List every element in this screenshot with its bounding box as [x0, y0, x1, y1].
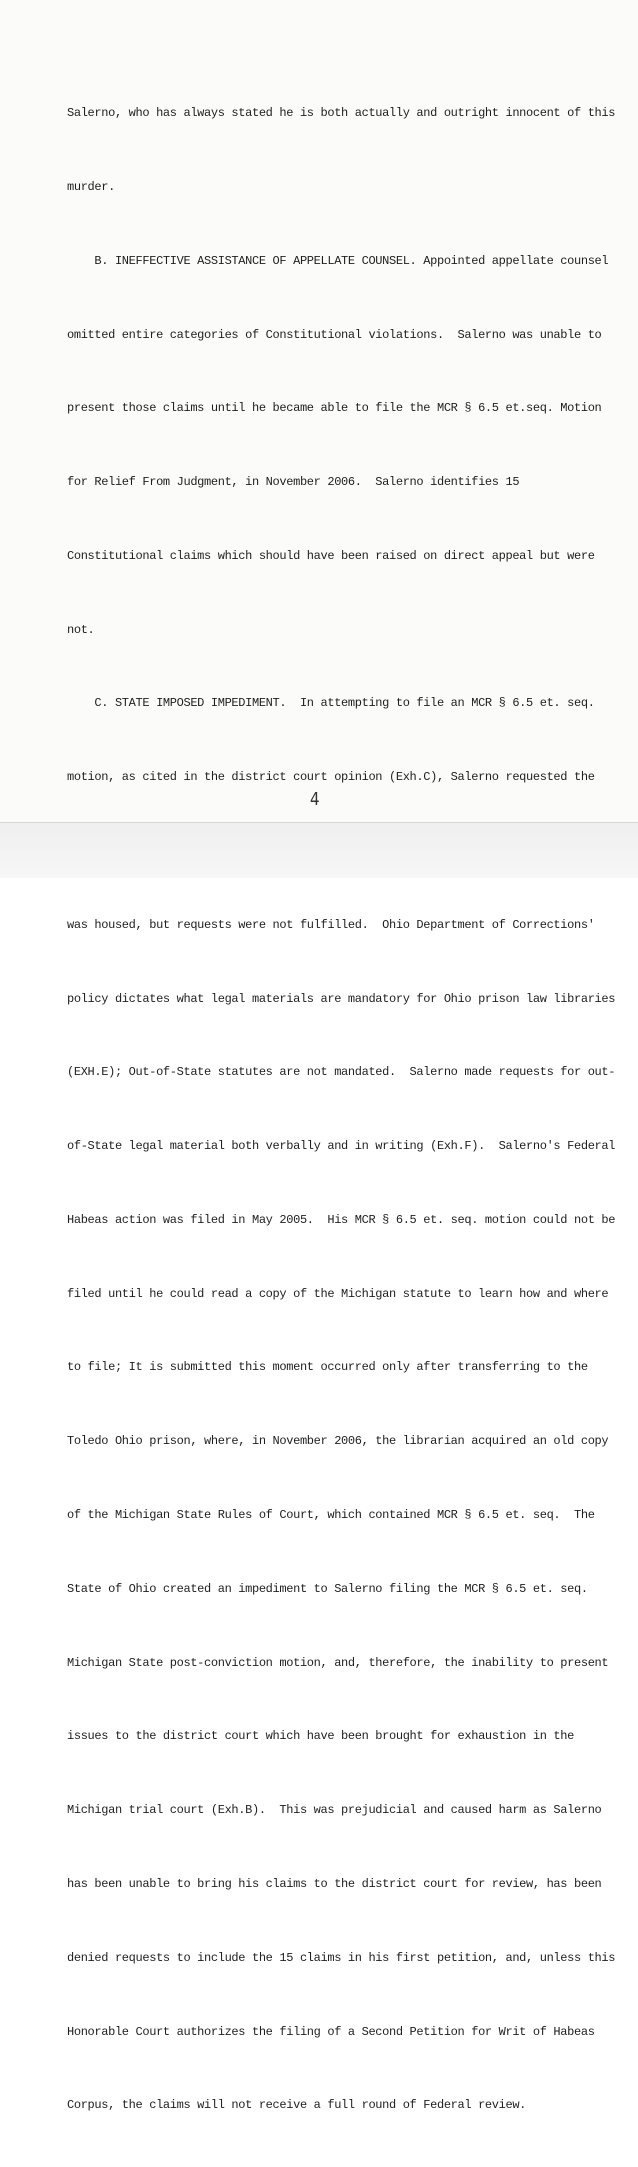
text-line: State of Ohio created an impediment to Salerno filing the MCR § 6.5 et. seq.: [67, 1581, 588, 1596]
text-line: has been unable to bring his claims to the district court for review, has been: [67, 1876, 602, 1891]
text-line: Salerno, who has always stated he is both actually and outright innocent of this: [67, 106, 616, 121]
text-line: was housed, but requests were not fulfilled. Ohio Department of Corrections': [67, 917, 595, 932]
text-line: Corpus, the claims will not receive a full round of Federal review.: [67, 2098, 527, 2113]
page-number: 4: [310, 788, 320, 810]
text-line: Michigan trial court (Exh.B). This was prejudicial and caused harm as Salerno: [67, 1803, 602, 1818]
text-line: issues to the district court which have been brought for exhaustion in the: [67, 1729, 574, 1744]
text-line: filed until he could read a copy of the Michigan statute to learn how and where: [67, 1286, 609, 1301]
scan-margin: [0, 822, 638, 878]
text-line: motion, as cited in the district court opinion (Exh.C), Salerno requested the: [67, 770, 595, 785]
text-line: Habeas action was filed in May 2005. His MCR § 6.5 et. seq. motion could not be: [67, 1212, 616, 1227]
text-line: C. STATE IMPOSED IMPEDIMENT. In attempting to file an MCR § 6.5 et. seq.: [67, 696, 595, 711]
text-line: policy dictates what legal materials are mandatory for Ohio prison law libraries: [67, 991, 616, 1006]
text-line: denied requests to include the 15 claims in his first petition, and, unless this: [67, 1950, 616, 1965]
text-line: Constitutional claims which should have been raised on direct appeal but were: [67, 548, 595, 563]
text-line: of-State legal material both verbally and in writing (Exh.F). Salerno's Federal: [67, 1139, 616, 1154]
text-line: for Relief From Judgment, in November 2006. Salerno identifies 15: [67, 475, 520, 490]
text-line: of the Michigan State Rules of Court, which contained MCR § 6.5 et. seq. The: [67, 1508, 595, 1523]
text-line: not.: [67, 622, 95, 637]
text-line: B. INEFFECTIVE ASSISTANCE OF APPELLATE COUNSEL. Appointed appellate counsel: [67, 253, 609, 268]
text-line: to file; It is submitted this moment occurred only after transferring to the: [67, 1360, 588, 1375]
text-line: Michigan State post-conviction motion, and, therefore, the inability to present: [67, 1655, 609, 1670]
text-line: Toledo Ohio prison, where, in November 2006, the librarian acquired an old copy: [67, 1434, 609, 1449]
text-line: present those claims until he became able to file the MCR § 6.5 et.seq. Motion: [67, 401, 602, 416]
text-line: Honorable Court authorizes the filing of a Second Petition for Writ of Habeas: [67, 2024, 595, 2039]
text-line: (EXH.E); Out-of-State statutes are not mandated. Salerno made requests for out-: [67, 1065, 616, 1080]
body-text: [67, 52, 616, 2167]
text-line: murder.: [67, 179, 115, 194]
text-line: omitted entire categories of Constitutional violations. Salerno was unable to: [67, 327, 602, 342]
